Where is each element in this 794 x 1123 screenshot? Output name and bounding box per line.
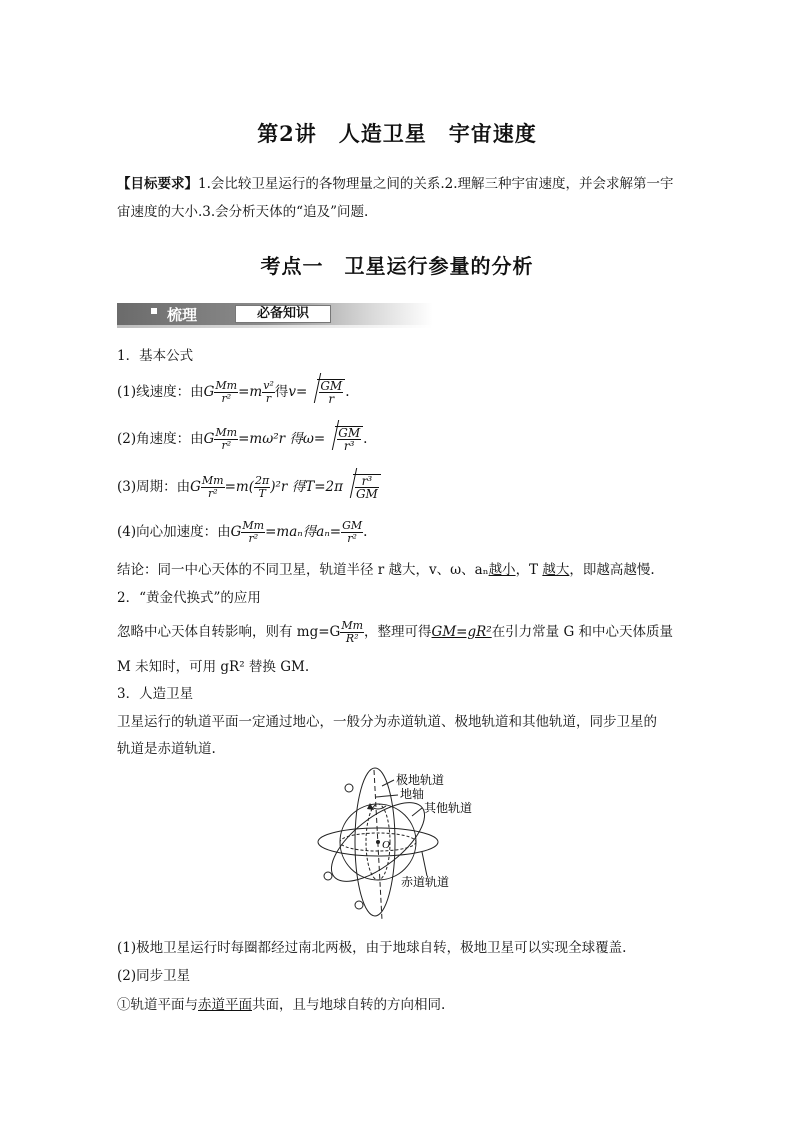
gold-den: R² <box>345 631 359 645</box>
f4-result-fraction <box>341 520 363 545</box>
center-dot <box>376 840 380 844</box>
f3-eq: =m( <box>224 479 255 495</box>
banner-tag: 必备知识 <box>235 305 331 323</box>
f1-g: G <box>203 384 215 400</box>
gold-b: ，整理可得 <box>364 624 432 640</box>
f4-num: Mm <box>242 518 265 532</box>
formula-linear-velocity <box>117 374 350 410</box>
f3-g: G <box>190 479 201 495</box>
sync-satellite-heading: (2)同步卫星 <box>117 968 191 984</box>
conclusion-line <box>117 560 655 580</box>
gold-equation: GM=gR² <box>431 624 492 640</box>
f4-end: . <box>363 524 368 540</box>
sync-satellite-item1 <box>117 995 445 1015</box>
f4-result: aₙ= <box>316 524 342 540</box>
axis-leader <box>376 795 398 797</box>
page-title: 第2讲 人造卫星 宇宙速度 <box>257 121 537 146</box>
sync1-equatorial-plane: 赤道平面 <box>198 997 252 1013</box>
f4-eq: =maₙ得 <box>265 524 317 540</box>
f4-den: r² <box>248 531 259 545</box>
f3-result: T=2π <box>305 479 343 495</box>
satellite-2-icon <box>355 901 363 909</box>
formula-angular-velocity <box>117 421 367 457</box>
f1-fraction <box>214 380 238 405</box>
f4-rden: r² <box>347 531 357 545</box>
gold-formula-line <box>117 614 673 650</box>
f2-sqrt-num: GM <box>338 426 361 440</box>
f2-sqrt-den: r³ <box>343 439 355 453</box>
f1-end: . <box>345 384 350 400</box>
f1-num: Mm <box>215 378 238 392</box>
f3-fraction <box>201 475 225 500</box>
item1-heading: 1．基本公式 <box>117 348 194 364</box>
conclusion-a: 结论：同一中心天体的不同卫星，轨道半径 r 越大，v、ω、aₙ <box>117 562 489 578</box>
goal-text: 1.会比较卫星运行的各物理量之间的关系.2.理解三种宇宙速度，并会求解第一宇宙速度的大小.3.会分析天体的“追及”问题. <box>117 176 674 220</box>
f3-pi-fraction <box>254 475 270 500</box>
conclusion-e: ，即越高越慢. <box>569 562 655 578</box>
formula-centripetal-acceleration <box>117 514 367 550</box>
f2-fraction <box>214 427 238 452</box>
f3-num: Mm <box>201 473 224 487</box>
f3-sqrt-num: r³ <box>355 475 379 488</box>
f2-result: ω= <box>302 431 326 447</box>
item2-heading: 2．“黄金代换式”的应用 <box>117 590 261 606</box>
f2-num: Mm <box>215 425 238 439</box>
f1-vden: r <box>265 391 272 405</box>
f4-prefix: (4)向心加速度：由 <box>117 524 231 540</box>
item3-heading: 3．人造卫星 <box>117 686 194 702</box>
f3-pden: T <box>258 486 266 500</box>
square-bullet-icon <box>151 308 157 314</box>
f2-prefix: (2)角速度：由 <box>117 431 204 447</box>
f4-g: G <box>230 524 242 540</box>
gold-line2: M 未知时，可用 gR² 替换 GM. <box>117 659 310 675</box>
f1-eq: =m <box>238 384 263 400</box>
f1-vnum: v² <box>263 378 274 392</box>
conclusion-smaller: 越小 <box>488 562 516 578</box>
f1-den: r² <box>221 391 232 405</box>
satellite-3-icon <box>345 784 353 792</box>
equator-leader <box>422 852 427 876</box>
gold-d: 在引力常量 G 和中心天体质量 <box>491 624 674 640</box>
f1-prefix: (1)线速度：由 <box>117 384 204 400</box>
conclusion-c: ，T <box>515 562 543 578</box>
sync1-a: ①轨道平面与 <box>117 997 198 1013</box>
formula-period <box>117 468 381 506</box>
f1-sqrt-den: r <box>328 392 335 406</box>
banner-label: 梳理 <box>167 306 198 324</box>
goal-paragraph <box>117 170 682 226</box>
f1-get: 得 <box>274 384 289 400</box>
gold-a: 忽略中心天体自转影响，则有 mg=G <box>117 624 341 640</box>
f3-sqrt-den: GM <box>355 487 378 501</box>
section-title: 考点一 卫星运行参量的分析 <box>260 254 534 278</box>
f2-eq: =mω²r 得 <box>238 431 303 447</box>
banner-shadow <box>117 325 433 328</box>
f3-prefix: (3)周期：由 <box>117 479 191 495</box>
f2-den: r² <box>221 438 232 452</box>
item3-paragraph-2: 轨道是赤道轨道. <box>117 741 216 757</box>
label-center-o: O <box>382 839 390 851</box>
f3-eq2: )²r 得 <box>270 479 306 495</box>
f1-v-fraction <box>262 380 275 405</box>
polar-satellite-paragraph: (1)极地卫星运行时每圈都经过南北两极，由于地球自转，极地卫星可以实现全球覆盖. <box>117 940 627 956</box>
f4-rnum: GM <box>342 518 363 532</box>
other-leader <box>412 808 422 816</box>
f4-fraction <box>241 520 265 545</box>
label-axis: 地轴 <box>400 787 425 801</box>
earth-axis-line <box>374 770 382 920</box>
label-polar-orbit: 极地轨道 <box>396 773 445 787</box>
f3-sqrt <box>343 474 381 500</box>
f2-g: G <box>203 431 215 447</box>
conclusion-larger: 越大 <box>542 562 570 578</box>
f3-den: r² <box>207 486 218 500</box>
label-other-orbit: 其他轨道 <box>424 801 473 815</box>
goal-tag: 【目标要求】 <box>117 176 198 192</box>
f2-end: . <box>363 431 368 447</box>
section-banner <box>117 303 433 328</box>
f1-result: v= <box>288 384 308 400</box>
orbit-diagram <box>312 766 492 926</box>
label-equatorial-orbit: 赤道轨道 <box>401 875 450 889</box>
f3-pnum: 2π <box>255 473 270 487</box>
item3-paragraph-1: 卫星运行的轨道平面一定通过地心，一般分为赤道轨道、极地轨道和其他轨道，同步卫星的 <box>117 714 657 730</box>
sync1-c: 共面，且与地球自转的方向相同. <box>252 997 446 1013</box>
gold-fraction <box>340 620 364 645</box>
satellite-1-icon <box>324 872 332 880</box>
f1-sqrt <box>307 379 345 405</box>
gold-num: Mm <box>341 618 364 632</box>
f1-sqrt-num: GM <box>320 379 343 393</box>
f2-sqrt <box>325 426 363 452</box>
